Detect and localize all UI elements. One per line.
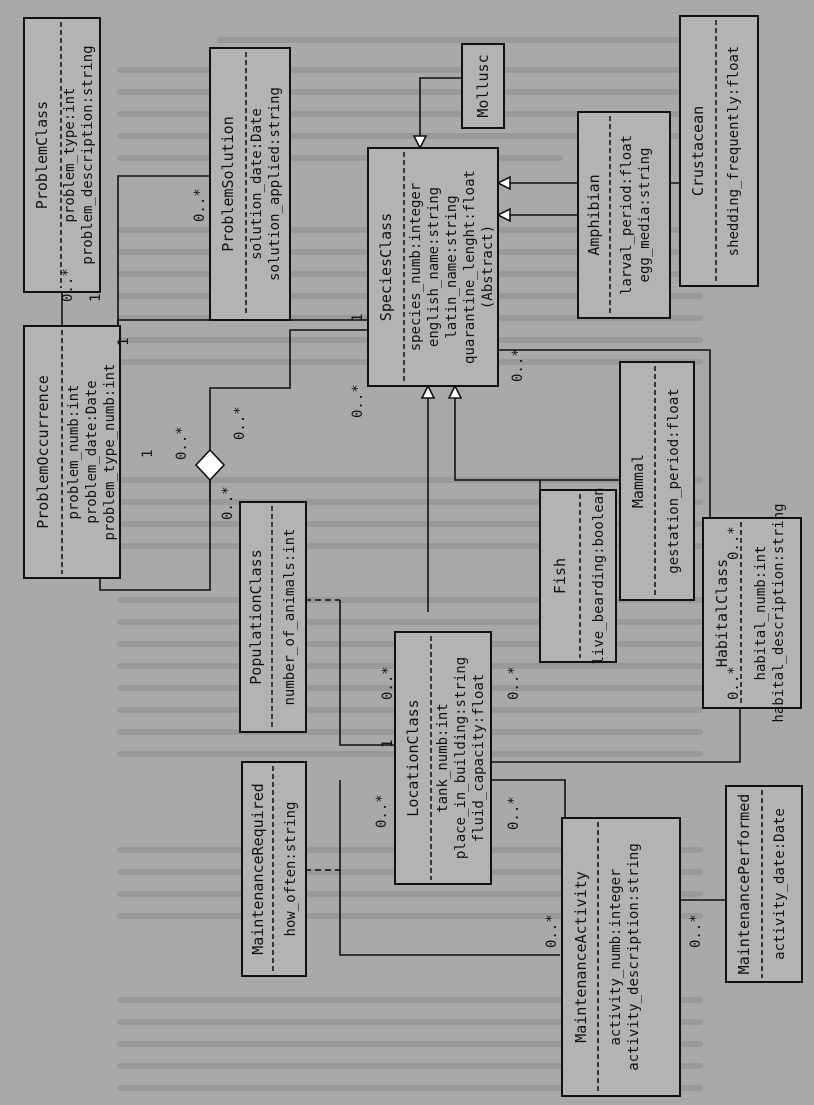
multiplicity-label: 1: [350, 313, 366, 322]
attribute: problem_date:Date: [84, 380, 100, 524]
multiplicity-label: 0..*: [60, 268, 76, 302]
class-location[interactable]: [395, 632, 491, 884]
multiplicity-label: 0..*: [232, 406, 248, 440]
inheritance-arrow-mammal: [449, 386, 461, 398]
class-name: MaintenanceRequired: [249, 783, 267, 955]
class-species[interactable]: [368, 148, 498, 386]
attribute: how_often:string: [283, 801, 299, 937]
class-population[interactable]: [240, 502, 306, 732]
multiplicity-label: 0..*: [374, 794, 390, 828]
attribute: shedding_frequently:float: [726, 45, 742, 257]
multiplicity-label: 0..*: [174, 426, 190, 460]
attribute: problem_numb:int: [66, 384, 82, 520]
class-problem-class[interactable]: [24, 18, 100, 292]
multiplicity-label: 0..*: [510, 348, 526, 382]
attribute: live_bearding:boolean: [591, 487, 607, 665]
class-maintenance-required[interactable]: [242, 762, 306, 976]
attribute: species_numb:integer: [408, 182, 424, 352]
class-problem-occurrence[interactable]: [24, 326, 120, 578]
multiplicity-label: 1: [88, 293, 104, 302]
attribute: problem_description:string: [80, 45, 96, 265]
attribute: larval_period:float: [619, 134, 635, 296]
inheritance-arrow-mollusc: [414, 136, 426, 148]
class-name: Mollusc: [474, 54, 492, 118]
attribute: activity_description:string: [626, 843, 642, 1071]
class-maintenance-performed[interactable]: [726, 786, 802, 982]
attribute: fluid_capacity:float: [471, 673, 487, 843]
multiplicity-label: 0..*: [220, 486, 236, 520]
class-name: ProblemOccurrence: [34, 375, 52, 529]
multiplicity-label: 1: [116, 337, 132, 346]
attribute: (Abstract): [480, 224, 496, 310]
multiplicity-label: 0..*: [506, 666, 522, 700]
multiplicity-label: 0..*: [350, 384, 366, 418]
class-name: HabitalClass: [713, 558, 731, 668]
attribute: problem_type:int: [62, 87, 78, 223]
class-mammal[interactable]: [620, 362, 694, 600]
class-name: Crustacean: [689, 105, 707, 197]
attribute: problem_type_numb:int: [102, 363, 118, 541]
attribute: english_name:string: [426, 186, 442, 348]
class-name: MaintenanceActivity: [572, 871, 590, 1043]
class-maintenance-activity[interactable]: [562, 818, 680, 1096]
class-name: LocationClass: [404, 699, 422, 817]
attribute: activity_date:Date: [772, 808, 788, 960]
multiplicity-label: 0..*: [380, 666, 396, 700]
class-name: MaintenancePerformed: [735, 793, 753, 975]
inheritance-arrow-amphibian: [498, 209, 510, 221]
class-name: SpeciesClass: [377, 212, 395, 322]
class-mollusc[interactable]: [462, 44, 504, 128]
association-diamond: [196, 450, 224, 480]
multiplicity-label: 1: [140, 449, 156, 458]
attribute: gestation_period:float: [666, 388, 682, 574]
multiplicity-label: 0..*: [726, 526, 742, 560]
class-crustacean[interactable]: [680, 16, 758, 286]
class-name: ProblemClass: [33, 100, 51, 210]
class-habital[interactable]: [703, 503, 801, 722]
inheritance-arrow-crustacean: [498, 177, 510, 189]
class-amphibian[interactable]: [578, 112, 670, 318]
attribute: quarantine_lenght:float: [462, 170, 478, 364]
attribute: tank_numb:int: [435, 703, 451, 813]
attribute: habital_numb:int: [753, 545, 769, 681]
attribute: place_in_building:string: [453, 656, 469, 860]
class-fish[interactable]: [540, 487, 616, 664]
multiplicity-label: 1: [380, 739, 396, 748]
attribute: habital_description:string: [771, 503, 787, 723]
class-name: PopulationClass: [247, 549, 265, 685]
class-name: Mammal: [629, 453, 647, 509]
multiplicity-label: 0..*: [688, 914, 704, 948]
attribute: egg_media:string: [637, 147, 653, 283]
attribute: number_of_animals:int: [282, 528, 298, 706]
class-name: Amphibian: [585, 174, 603, 256]
attribute: activity_numb:integer: [608, 868, 624, 1046]
multiplicity-label: 0..*: [192, 188, 208, 222]
multiplicity-label: 0..*: [506, 796, 522, 830]
multiplicity-label: 0..*: [544, 914, 560, 948]
multiplicity-label: 0..*: [726, 666, 742, 700]
inheritance-arrow-fish: [422, 386, 434, 398]
class-name: ProblemSolution: [219, 116, 237, 252]
attribute: solution_applied:string: [267, 87, 283, 281]
attribute: latin_name:string: [444, 195, 460, 339]
attribute: solution_date:Date: [249, 108, 265, 260]
class-name: Fish: [551, 557, 569, 595]
class-problem-solution[interactable]: [210, 48, 290, 320]
